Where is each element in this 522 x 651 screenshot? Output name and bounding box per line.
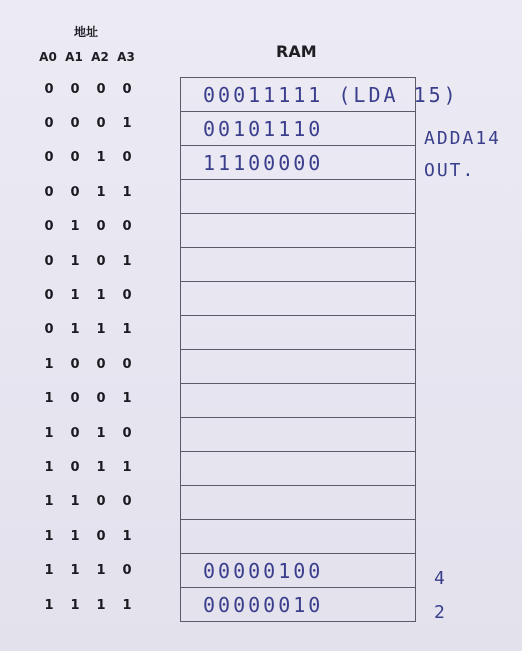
- address-bit: 1: [96, 184, 106, 200]
- ram-cell: [181, 180, 415, 214]
- address-bit: 0: [70, 81, 80, 97]
- address-bit: 1: [70, 494, 80, 510]
- ram-cell: [181, 112, 415, 146]
- address-header-cn: 地址: [74, 25, 99, 39]
- address-bit: 0: [44, 288, 54, 304]
- address-bit: 1: [44, 528, 54, 544]
- address-bit: 0: [96, 116, 106, 132]
- address-bit: 1: [44, 391, 54, 407]
- address-row: [36, 416, 140, 450]
- address-bit: 0: [122, 219, 132, 235]
- address-col-a0: A0: [39, 50, 57, 64]
- ram-cell: [181, 452, 415, 486]
- address-bit: 1: [122, 116, 132, 132]
- address-bit: 1: [70, 288, 80, 304]
- address-row: [36, 485, 140, 519]
- address-rows: [36, 72, 140, 622]
- address-bit: 1: [96, 150, 106, 166]
- address-bit: 0: [96, 253, 106, 269]
- side-note-2: 2: [434, 602, 447, 623]
- ram-cell-value: 00011111 (LDA 15): [203, 83, 459, 107]
- address-row: [36, 347, 140, 381]
- ram-cell: [181, 418, 415, 452]
- address-bit: 0: [96, 81, 106, 97]
- ram-cell: [181, 282, 415, 316]
- address-bit: 1: [70, 322, 80, 338]
- address-bit: 1: [122, 459, 132, 475]
- address-row: [36, 313, 140, 347]
- address-bit: 1: [96, 425, 106, 441]
- address-bit: 1: [122, 253, 132, 269]
- address-row: [36, 553, 140, 587]
- address-bit: 0: [122, 81, 132, 97]
- address-row: [36, 175, 140, 209]
- address-row: [36, 210, 140, 244]
- address-bit: 0: [70, 459, 80, 475]
- address-bit: 1: [44, 563, 54, 579]
- address-bit: 0: [70, 184, 80, 200]
- address-bit: 0: [122, 494, 132, 510]
- ram-cell: [181, 486, 415, 520]
- address-bit: 1: [96, 322, 106, 338]
- address-bit: 1: [70, 219, 80, 235]
- side-note-4: 4: [434, 568, 447, 589]
- address-col-a1: A1: [65, 50, 83, 64]
- address-bit: 0: [70, 116, 80, 132]
- address-bit: 0: [70, 391, 80, 407]
- address-column-headers: [38, 50, 136, 64]
- ram-cell-value: 00101110: [203, 117, 324, 141]
- address-row: [36, 141, 140, 175]
- address-row: [36, 278, 140, 312]
- address-bit: 0: [96, 528, 106, 544]
- ram-title: RAM: [276, 42, 317, 61]
- address-bit: 0: [70, 425, 80, 441]
- ram-cell: [181, 248, 415, 282]
- ram-cell-value: 00000100: [203, 559, 324, 583]
- address-bit: 1: [122, 184, 132, 200]
- ram-cell: [181, 554, 415, 588]
- address-bit: 1: [70, 253, 80, 269]
- address-row: [36, 382, 140, 416]
- address-bit: 0: [44, 184, 54, 200]
- ram-cell: [181, 146, 415, 180]
- address-bit: 1: [96, 288, 106, 304]
- address-bit: 1: [44, 356, 54, 372]
- address-col-a3: A3: [117, 50, 135, 64]
- address-bit: 0: [122, 356, 132, 372]
- ram-cell: [181, 588, 415, 622]
- address-bit: 0: [44, 116, 54, 132]
- address-bit: 1: [70, 528, 80, 544]
- address-bit: 1: [44, 459, 54, 475]
- address-bit: 0: [70, 150, 80, 166]
- address-bit: 0: [122, 288, 132, 304]
- address-bit: 0: [70, 356, 80, 372]
- address-bit: 1: [96, 459, 106, 475]
- address-bit: 0: [44, 81, 54, 97]
- address-bit: 0: [96, 219, 106, 235]
- ram-cell: [181, 214, 415, 248]
- address-bit: 0: [96, 391, 106, 407]
- address-row: [36, 72, 140, 106]
- ram-cell: [181, 316, 415, 350]
- side-note-out: OUT.: [424, 160, 476, 181]
- address-bit: 0: [122, 563, 132, 579]
- address-bit: 1: [122, 391, 132, 407]
- address-bit: 1: [44, 597, 54, 613]
- ram-cell: [181, 520, 415, 554]
- ram-cell: [181, 78, 459, 112]
- side-note-adda14: ADDA14: [424, 128, 502, 149]
- address-bit: 0: [122, 425, 132, 441]
- ram-cell-value: 11100000: [203, 151, 324, 175]
- address-bit: 1: [122, 597, 132, 613]
- address-bit: 0: [122, 150, 132, 166]
- address-bit: 0: [96, 356, 106, 372]
- address-col-a2: A2: [91, 50, 109, 64]
- address-bit: 1: [122, 528, 132, 544]
- address-row: [36, 450, 140, 484]
- address-bit: 1: [96, 563, 106, 579]
- address-bit: 1: [44, 494, 54, 510]
- address-bit: 0: [44, 322, 54, 338]
- address-bit: 1: [96, 597, 106, 613]
- address-bit: 1: [70, 563, 80, 579]
- address-row: [36, 244, 140, 278]
- ram-cell: [181, 384, 415, 418]
- address-bit: 1: [122, 322, 132, 338]
- address-bit: 0: [44, 219, 54, 235]
- ram-cell: [181, 350, 415, 384]
- address-bit: 0: [44, 150, 54, 166]
- address-row: [36, 519, 140, 553]
- address-row: [36, 588, 140, 622]
- address-bit: 0: [96, 494, 106, 510]
- ram-cell-value: 00000010: [203, 593, 324, 617]
- address-bit: 0: [44, 253, 54, 269]
- address-row: [36, 106, 140, 140]
- address-bit: 1: [44, 425, 54, 441]
- address-bit: 1: [70, 597, 80, 613]
